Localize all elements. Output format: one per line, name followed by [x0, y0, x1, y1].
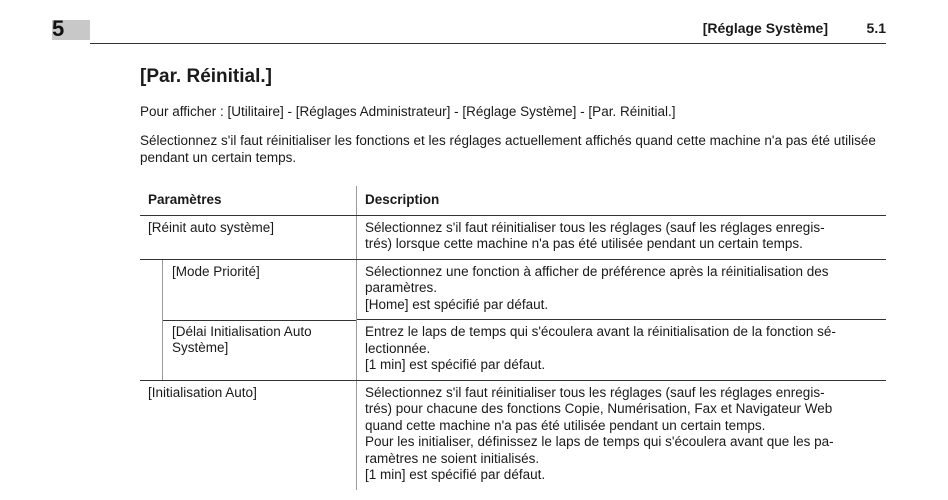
- desc-cell: [357, 259, 887, 320]
- desc-line: ramètres ne soient initialisés.: [365, 450, 540, 466]
- param-cell: [Mode Priorité]: [140, 259, 357, 320]
- section-number: 5.1: [866, 20, 886, 36]
- param-cell: [Initialisation Auto]: [140, 380, 357, 490]
- header-parametres: Paramètres: [140, 186, 357, 215]
- desc-line: lectionnée.: [365, 340, 431, 356]
- table-row: [140, 320, 886, 381]
- param-label: [Délai Initialisation Auto Système]: [172, 323, 312, 355]
- table-header-row: [140, 186, 886, 215]
- section-title: [Réglage Système]: [702, 20, 828, 36]
- desc-line: Sélectionnez une fonction à afficher de préférence après la réinitialisation des: [365, 263, 829, 279]
- indent-rule: [162, 320, 163, 380]
- desc-cell: [357, 380, 887, 490]
- desc-line: [Home] est spécifié par défaut.: [365, 296, 549, 312]
- chapter-number: 5: [52, 16, 65, 41]
- page-title: [Par. Réinitial.]: [140, 66, 272, 87]
- desc-line: Sélectionnez s'il faut réinitialiser tous les réglages (sauf les réglages enregis-: [365, 384, 825, 400]
- intro-paragraph: Sélectionnez s'il faut réinitialiser les fonctions et les réglages actuellement affichés quand cette machine n'a pas été utilisée pendant un certain temps.: [140, 133, 876, 165]
- param-cell: [140, 320, 357, 381]
- desc-cell: [357, 215, 887, 259]
- desc-cell: [357, 320, 887, 381]
- desc-line: paramètres.: [365, 280, 438, 295]
- desc-line: trés) lorsque cette machine n'a pas été utilisée pendant un certain temps.: [365, 236, 803, 251]
- param-cell: [Réinit auto système]: [140, 215, 357, 259]
- header-description: Description: [357, 186, 887, 215]
- desc-line: trés) pour chacune des fonctions Copie, Numérisation, Fax et Navigateur Web: [365, 401, 833, 416]
- table-row: [140, 259, 886, 320]
- desc-line: Entrez le laps de temps qui s'écoulera avant la réinitialisation de la fonction sé-: [365, 324, 836, 339]
- desc-line: [1 min] est spécifié par défaut.: [365, 467, 546, 482]
- desc-line: quand cette machine n'a pas été utilisée pendant un certain temps.: [365, 417, 766, 433]
- desc-line: Sélectionnez s'il faut réinitialiser tous les réglages (sauf les réglages enregis-: [365, 219, 825, 235]
- desc-line: Pour les initialiser, définissez le laps de temps qui s'écoulera avant que les pa-: [365, 434, 834, 449]
- header-rule: [90, 43, 886, 44]
- table-row: [140, 380, 886, 490]
- navigation-path: Pour afficher : [Utilitaire] - [Réglages Administrateur] - [Réglage Système] - [Par. Réinitial.]: [140, 104, 676, 119]
- desc-line: [1 min] est spécifié par défaut.: [365, 357, 546, 372]
- parameter-table: [140, 186, 886, 490]
- table-row: [140, 215, 886, 259]
